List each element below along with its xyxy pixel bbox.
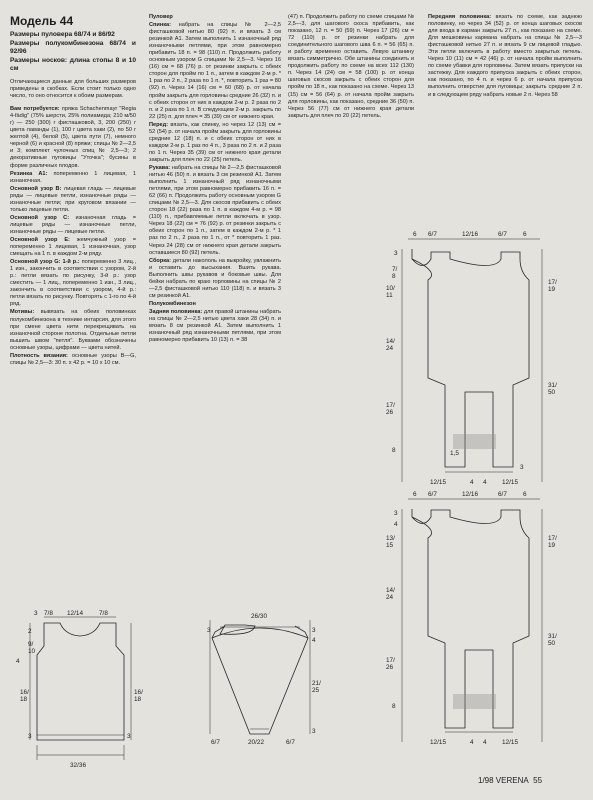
- sleeve-label: 21/: [312, 680, 321, 687]
- sleeve-label: 3: [312, 728, 316, 735]
- pattern-g-heading: Основной узор G: 1-й р.:: [10, 259, 80, 266]
- overall-front-label: 12/16: [462, 491, 478, 498]
- pattern-g: [10, 259, 136, 308]
- overall-heading: [149, 301, 281, 308]
- assembly-text: детали накололь на выкройку, увлажнить и оставить до высыхания. Вшить рукава. Выполнить швы рукавов и боковые швы. Для бейки набрать по краю горловины на спицы № 2—2,5 фисташковой нитью 110 (118) п. и вязать 3 см резинкой А1.: [149, 257, 281, 299]
- overall-front-label: 17/: [548, 535, 557, 542]
- overall-front-label: 6/7: [428, 491, 437, 498]
- overall-back-label: 12/15: [502, 479, 518, 486]
- back-half-heading: Задняя половинка:: [149, 308, 203, 315]
- pullover-label: 9/: [28, 641, 34, 648]
- overall-back-label: 4: [470, 479, 474, 486]
- assembly-instructions: [149, 258, 281, 300]
- overall-front-label: 50: [548, 640, 556, 647]
- pullover-body-schema: [0, 590, 143, 790]
- overall-front-label: 3: [394, 510, 398, 517]
- overall-back-schema: [370, 222, 590, 490]
- overall-back-label: 19: [548, 286, 556, 293]
- pullover-label: 7/8: [44, 610, 53, 617]
- sleeve-schema: [140, 590, 320, 790]
- overall-back-label: 10/: [386, 285, 395, 292]
- overall-back-label: 6: [413, 231, 417, 238]
- rib-a1: [10, 171, 136, 185]
- overall-heading-text: Полукомбинезон: [149, 300, 196, 307]
- overall-back-label: 8: [392, 447, 396, 454]
- overall-front-label: 13/: [386, 535, 395, 542]
- pullover-label: 3: [34, 610, 38, 617]
- intro-note: Отличающиеся данные для больших размеров приведены в скобках. Если стоит только одно число, то оно относится к обоим размерам.: [10, 79, 136, 100]
- sizes-overall: Размеры полукомбинезона 68/74 и 92/96: [10, 40, 136, 55]
- sizes-socks: Размеры носков: длина стопы 8 и 10 см: [10, 57, 136, 72]
- sleeve-instructions: [149, 165, 281, 257]
- sizes-pullover: Размеры пуловера 68/74 и 86/92: [10, 31, 115, 38]
- density-text: основные узоры В—G, спицы № 2,5—3: 30 п. х 42 р. = 10 х 10 см.: [10, 352, 136, 366]
- overall-back-label: 12/16: [462, 231, 478, 238]
- pattern-e-heading: Основной узор Е:: [10, 236, 70, 243]
- overall-front-label: 15: [386, 542, 394, 549]
- pullover-label: 18: [20, 696, 28, 703]
- overall-back-label: 7/: [392, 266, 398, 273]
- overall-front-label: 8: [392, 703, 396, 710]
- rib-text: попеременно 1 лицевая, 1 изнаночная.: [10, 170, 136, 184]
- density: [10, 353, 136, 367]
- pullover-label: 10: [28, 648, 36, 655]
- overall-front-label: 6/7: [498, 491, 507, 498]
- materials-heading: Вам потребуется:: [10, 106, 60, 113]
- overall-back-label: 11: [386, 292, 393, 299]
- overall-front-label: 4: [483, 739, 487, 746]
- back-half-instructions: [149, 309, 281, 344]
- pattern-c-text: изнаночная гладь = лицевые ряды — изнаночные петли, изнаночные ряды — лицевые петли.: [10, 214, 137, 235]
- overall-back-label: 26: [386, 409, 394, 416]
- overall-front-label: 26: [386, 664, 394, 671]
- overall-front-label: 24: [386, 594, 394, 601]
- assembly-heading: Сборка:: [149, 257, 172, 264]
- page-footer: [478, 776, 542, 785]
- overall-front-label: 31/: [548, 633, 557, 640]
- sleeve-label: 25: [312, 687, 320, 694]
- sleeve-label: 3: [312, 627, 316, 634]
- page-number: 55: [533, 776, 543, 785]
- rib-heading: Резинка А1:: [10, 170, 48, 177]
- overall-back-label: 12/15: [430, 479, 446, 486]
- column-1: [10, 14, 136, 368]
- model-title: Модель 44: [10, 14, 74, 28]
- sleeve-heading: Рукава:: [149, 164, 171, 171]
- sleeve-label: 3: [207, 627, 211, 634]
- pullover-label: 3: [127, 733, 131, 740]
- pullover-heading-text: Пуловер: [149, 14, 173, 20]
- overall-back-label: 3: [394, 250, 398, 257]
- front-half-heading: Передняя половинка:: [428, 14, 492, 20]
- pullover-label: 18: [134, 696, 142, 703]
- overall-front-label: 6: [523, 491, 527, 498]
- back-heading: Спинка:: [149, 22, 172, 29]
- pullover-heading: [149, 14, 281, 21]
- overall-front-label: 6: [413, 491, 417, 498]
- materials-text: пряжа Schachenmayr "Regia 4-fädig" (75% шерсти, 25% полиамида; 210 м/50 г) — 250 (300) г фисташковой, 3, 200 (250) г цвета лаванды (1), 100 г цвета хаки (2), по 50 г желтой (4), белой (5), цвета пути (7), немного черной (6) и красной (8) пряжи; спицы № 2—2,5 и 3; комплект чулочных спиц № 2,5—3; 2 декоративные пуговицы "Уточка"; бусины в форме различных плодов.: [10, 106, 136, 169]
- pattern-c-heading: Основной узор С:: [10, 214, 70, 221]
- overall-back-label: 4: [483, 479, 487, 486]
- front-half-instructions: [428, 14, 582, 99]
- overall-back-label: 6/7: [428, 231, 437, 238]
- front-text: вязать, как спинку, но через 12 (13) см = 52 (54) р. от начала пройм закрыть для горловины средние 12 (18) п. и с обеих сторон от них в каждом 2-м р. 1 раз по 4 п., 3 раза по 2 п. и 2 раза по 1 п. Через 35 (39) см от нижнего края детали закрыть для плеч по 22 (25) петель.: [149, 121, 281, 163]
- overall-back-label: 24: [386, 345, 394, 352]
- overall-front-label: 4: [470, 739, 474, 746]
- motifs: [10, 309, 136, 351]
- pullover-label: 16/: [134, 689, 143, 696]
- overall-front-label: 12/15: [502, 739, 518, 746]
- pattern-e-text: жемчужный узор = попеременно 1 лицевая, 1 изнаночная, узор смещать на 1 п. в каждом 2-м ряду.: [10, 236, 136, 258]
- pullover-label: 32/36: [70, 762, 86, 769]
- overall-back-label: 8: [392, 273, 396, 280]
- overall-front-label: 14/: [386, 587, 395, 594]
- front-half-text: вязать по схеме, как заднюю половинку, но через 34 (52) р. от конца шаговых скосов для входа в карман закрыть 27 п., как показано на схеме. Для мешковины кармана набрать на спицы № 2,5—3 фисташковой нитью 27 п. и вязать 9 см лицевой гладью. Эти петли включить в работу вместо закрытых петель. Через 10 (11) см = 42 (46) р. от начала пройм выполнить по схеме убавки для горловины. Затем вязать припуски на застежку. Для каждого припуска закрыть с обеих сторон, как показано, по 4 п. и через 6 р. от начала припуска выполнить отверстие для пуговицы; закрыть средние 2 п. и в следующем ряду набрать новые 2 п. Через 58: [428, 14, 582, 98]
- sleeve-label: 6/7: [286, 739, 295, 746]
- pattern-e: [10, 237, 136, 258]
- back-half-text: для правой штанины набрать на спицы № 2—2,5 нитью цвета хаки 28 (34) п. и вязать 8 см резинкой А1. Затем выполнить 1 изнаночный ряд изнаночными петлями, при этом равномерно прибавить 10 (13) п. = 38: [149, 308, 281, 344]
- back-half-continued: (47) п. Продолжить работу по схеме спицами № 2,5—3, для шагового скоса прибавить, как показано, 12 п. = 50 (59) п. Через 17 (26) см = 72 (110) р. от резинки набрать для соединительного шагового шва 6 п. = 56 (65) п. и работу временно оставить. Левую штанину вязать симметрично. Обе штанины соединить и продолжить работу по схеме на всех 112 (130) п. Через 14 (24) см = 58 (100) р. от конца шаговых скосов закрыть с обеих сторон для пройм по 18 п., как показано на схеме. Через 13 (15) см = 56 (64) р. от начала пройм закрыть для горловины, как показано, средние 36 (50) п. Через 56 (77) см от нижнего края детали закрыть для плеч по 20 (22) петель.: [288, 14, 414, 119]
- pullover-body-outline: [37, 623, 124, 740]
- overall-back-label: 14/: [386, 338, 395, 345]
- overall-back-label: 6/7: [498, 231, 507, 238]
- pullover-label: 3: [28, 733, 32, 740]
- issue-label: 1/98 VERENA: [478, 776, 529, 785]
- column-4: [428, 14, 582, 100]
- overall-back-label: 3: [520, 464, 524, 471]
- pullover-label: 7/8: [99, 610, 108, 617]
- back-instructions: [149, 22, 281, 121]
- overall-front-label: 19: [548, 542, 556, 549]
- sleeve-label: 4: [312, 637, 316, 644]
- sleeve-text: набрать на спицы № 2—2,5 фисташковой нитью 46 (50) п. и вязать 3 см резинкой А1. Затем выполнить 1 изнаночный ряд изнаночными петлями, при этом равномерно прибавить 16 п. = 62 (66) п. Продолжить работу основным узором G спицами № 2,5—3. Для скосов прибавить с обеих сторон 18 (22) раза по 1 п. в каждом 4-м р. = 98 (110) п., прибавляемые петли включать в узор. Через 18 (22) см = 76 (92) р. от резинки закрыть с обеих сторон по 1 п., затем в каждом 2-м р. * 1 раз по 2 п., 2 раза по 1 п., от * повторить 1 раз. Через 24 (28) см от нижнего края детали закрыть оставшиеся 80 (92) петель.: [149, 164, 281, 256]
- pattern-g-text: попеременно 3 лиц., 1 изн., закончить в соответствии с узором, 2-й р.: петли вязать по рисунку, 3-й р.: узор сместить — 1 лиц., попеременно 1 изн., 3 лиц., закончить в соответствии с узором, 4-й р.: петли вязать по рисунку. Повторять с 1-го по 4-й ряд.: [10, 259, 136, 308]
- overall-back-label: 17/: [386, 402, 395, 409]
- overall-front-label: 17/: [386, 657, 395, 664]
- pattern-b-text: лицевая гладь — лицевые ряды — лицевые петли, изнаночные ряды — изнаночные петли; при круговом вязании — только лицевые петли.: [10, 185, 137, 213]
- front-heading: Перед:: [149, 121, 169, 128]
- overall-back-label: 17/: [548, 279, 557, 286]
- pullover-label: 2: [28, 628, 32, 635]
- overall-front-label: 4: [394, 521, 398, 528]
- motifs-heading: Мотивы:: [10, 309, 35, 316]
- column-2: [149, 14, 281, 345]
- overall-back-label: 6: [523, 231, 527, 238]
- sleeve-label: 6/7: [211, 739, 220, 746]
- front-instructions: [149, 122, 281, 164]
- back-text: набрать на спицы № 2—2,5 фисташковой нитью 80 (92) п. и вязать 3 см резинкой А1. Затем выполнить 1 изнаночный ряд изнаночными петлями, при этом равномерно прибавить 18 п. = 98 (110) п. Продолжить работу основным узором G спицами № 2,5—3. Через 16 (16) см = 68 (76) р. от резинки закрыть с обеих сторон для пройм по 1 п., затем в каждом 2-м р. * 1 раз по 2 п., 2 раза по 1 п. *, повторить 1 раз = 80 (92) п. Через 14 (16) см = 60 (68) р. от начала пройм закрыть для горловины средние 26 (32) п. и с обеих сторон от них в каждом 2-м р. 2 раза по 2 п. и 2 раза по 1 п. В следующем 2-м р. закрыть по 22 (25) п. для плеч = 35 (39) см от нижнего края.: [149, 22, 281, 120]
- motifs-text: вывязать на обеих половинках полукомбинезона в технике интарсия, для этого при смене цвета нити перекрещивать на изнаночной стороне полотна. Отдельные петли вышить швом "петля". Буквами обозначены основные узоры, цифрами — цвета нитей.: [10, 309, 136, 351]
- overall-back-label: 50: [548, 389, 556, 396]
- pullover-label: 12/14: [67, 610, 83, 617]
- overall-front-schema: [370, 482, 590, 752]
- pattern-c: [10, 215, 136, 236]
- sleeve-label: 20/22: [248, 739, 264, 746]
- sleeve-label: 26/30: [251, 613, 267, 620]
- pullover-label: 4: [16, 658, 20, 665]
- density-heading: Плотность вязания:: [10, 352, 68, 359]
- column-3: [288, 14, 414, 121]
- pattern-b: [10, 186, 136, 214]
- pullover-label: 16/: [20, 689, 29, 696]
- pattern-b-heading: Основной узор В:: [10, 185, 62, 192]
- materials: [10, 106, 136, 169]
- overall-back-label: 31/: [548, 382, 557, 389]
- overall-back-label: 1,5: [450, 450, 459, 457]
- overall-front-label: 12/15: [430, 739, 446, 746]
